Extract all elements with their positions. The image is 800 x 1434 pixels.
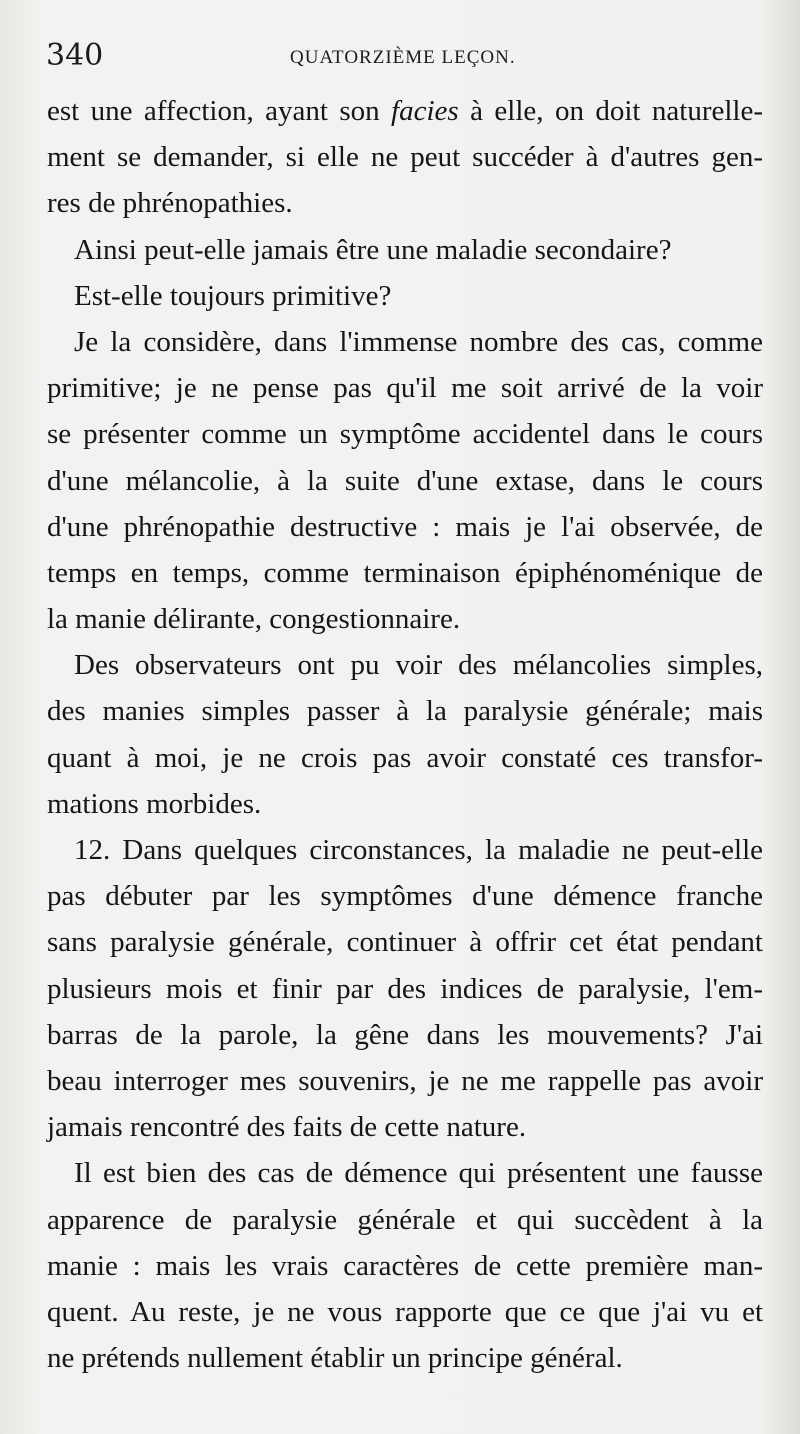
text-line: est une affection, ayant son facies à elle, on doit naturelle-: [47, 95, 763, 127]
paragraph: [47, 642, 763, 827]
paragraph: [47, 227, 763, 273]
text-line: jamais rencontré des faits de cette nature.: [47, 1111, 527, 1144]
text-line: ment se demander, si elle ne peut succéder à d'autres gen-: [47, 141, 763, 174]
paragraph: [47, 1150, 763, 1381]
text-line: d'une phrénopathie destructive : mais je l'ai observée, de: [47, 510, 763, 543]
text-line: Il est bien des cas de démence qui présentent une fausse: [74, 1157, 763, 1190]
body-text: [47, 88, 763, 1381]
paragraph: [47, 319, 763, 642]
text-line: pas débuter par les symptômes d'une démence franche: [47, 880, 763, 913]
page-number: 340: [46, 38, 104, 73]
text-line: se présenter comme un symptôme accidentel dans le cours: [47, 418, 763, 451]
text-line: Je la considère, dans l'immense nombre des cas, comme: [74, 325, 763, 358]
text-line: quant à moi, je ne crois pas avoir constaté ces transfor-: [47, 741, 763, 774]
text-line: Ainsi peut-elle jamais être une maladie secondaire?: [74, 233, 672, 266]
text-line: 12. Dans quelques circonstances, la maladie ne peut-elle: [74, 834, 763, 866]
text-line: Des observateurs ont pu voir des mélancolies simples,: [74, 649, 763, 682]
text-line: Est-elle toujours primitive?: [74, 279, 392, 312]
running-head-title: QUATORZIÈME LEÇON.: [290, 47, 516, 68]
text-line: primitive; je ne pense pas qu'il me soit arrivé de la voir: [47, 372, 763, 405]
text-line: quent. Au reste, je ne vous rapporte que ce que j'ai vu et: [47, 1295, 763, 1328]
text-line: mations morbides.: [47, 787, 262, 820]
text-line: manie : mais les vrais caractères de cette première man-: [47, 1249, 763, 1282]
paragraph: [47, 88, 763, 227]
text-line: des manies simples passer à la paralysie générale; mais: [47, 695, 763, 728]
text-line: res de phrénopathies.: [47, 187, 293, 220]
text-line: sans paralysie générale, continuer à offrir cet état pendant: [47, 926, 763, 959]
text-line: apparence de paralysie générale et qui succèdent à la: [47, 1203, 763, 1236]
text-line: la manie délirante, congestionnaire.: [47, 603, 461, 636]
text-line: plusieurs mois et finir par des indices de paralysie, l'em-: [47, 972, 763, 1005]
italic-term: facies: [391, 95, 459, 127]
paragraph: [47, 273, 763, 319]
text-line: temps en temps, comme terminaison épiphénoménique de: [47, 556, 763, 589]
text-line: beau interroger mes souvenirs, je ne me rappelle pas avoir: [47, 1064, 763, 1097]
text-line: d'une mélancolie, à la suite d'une extase, dans le cours: [47, 464, 763, 497]
text-line: ne prétends nullement établir un principe général.: [47, 1342, 623, 1375]
text-line: barras de la parole, la gêne dans les mouvements? J'ai: [47, 1018, 763, 1051]
paragraph: [47, 827, 763, 1150]
